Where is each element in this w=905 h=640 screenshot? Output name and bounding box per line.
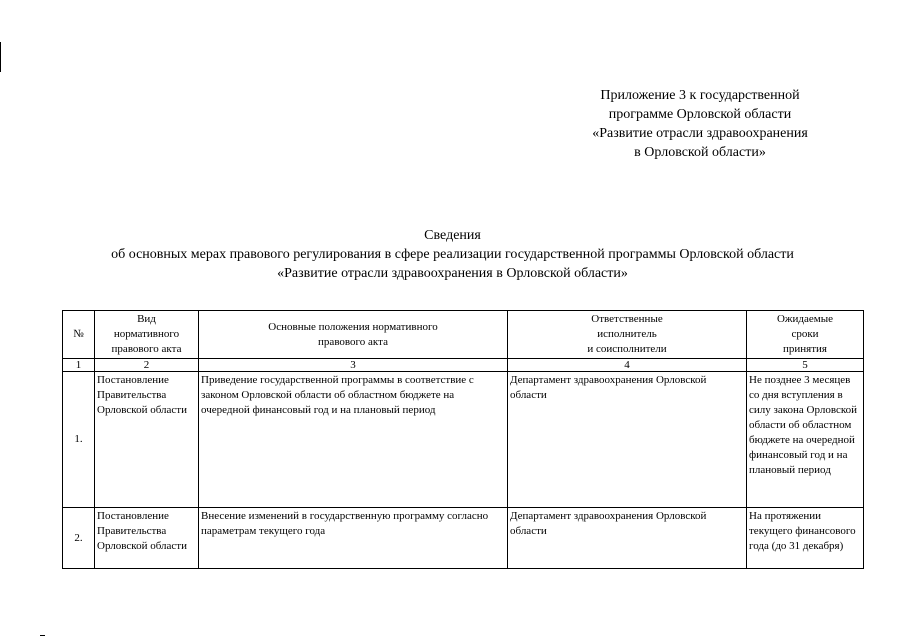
column-number: 2 — [95, 359, 199, 372]
row-act-type: Постановление Правительства Орловской области — [95, 508, 199, 569]
header-line: Вид — [137, 313, 156, 325]
header-line: и соисполнители — [587, 343, 667, 355]
document-subtitle-line-1: об основных мерах правового регулирования в сфере реализации государственной программы Орловской области — [111, 247, 794, 262]
column-number: 3 — [199, 359, 508, 372]
header-line: Основные положения нормативного — [268, 320, 438, 333]
appendix-line: в Орловской области» — [634, 145, 766, 160]
table-row — [63, 372, 864, 508]
document-heading — [0, 226, 905, 283]
header-line: принятия — [783, 343, 827, 355]
header-provisions — [199, 311, 508, 359]
row-number: 2. — [63, 508, 95, 569]
header-line: правового акта — [318, 335, 388, 348]
measures-table — [62, 310, 864, 569]
header-line: нормативного — [113, 328, 180, 340]
appendix-line: Приложение 3 к государственной — [600, 88, 800, 103]
row-provisions: Приведение государственной программы в соответствие с законом Орловской области об областном бюджете на очередной финансовый год и на плановый период — [199, 372, 508, 508]
header-act-type — [95, 311, 199, 359]
row-term: На протяжении текущего финансового года (до 31 декабря) — [747, 508, 864, 569]
column-number: 5 — [747, 359, 864, 372]
document-title: Сведения — [424, 228, 481, 243]
row-act-type: Постановление Правительства Орловской области — [95, 372, 199, 508]
scan-corner-mark — [40, 635, 45, 636]
header-responsible — [508, 311, 747, 359]
table-header-row — [63, 311, 864, 359]
header-line: Ответственные — [591, 313, 663, 325]
header-line: сроки — [791, 328, 819, 340]
header-num: № — [63, 311, 95, 359]
column-number-row — [63, 359, 864, 372]
column-number: 1 — [63, 359, 95, 372]
scan-edge-mark — [0, 42, 1, 72]
row-provisions: Внесение изменений в государственную программу согласно параметрам текущего года — [199, 508, 508, 569]
header-term — [747, 311, 864, 359]
table-row — [63, 508, 864, 569]
document-subtitle-line-2: «Развитие отрасли здравоохранения в Орловской области» — [277, 266, 628, 281]
row-number: 1. — [63, 372, 95, 508]
appendix-note — [560, 86, 840, 162]
header-line: исполнитель — [597, 328, 657, 340]
header-line: правового акта — [111, 343, 182, 355]
header-line: Ожидаемые — [776, 313, 834, 325]
column-number: 4 — [508, 359, 747, 372]
appendix-line: программе Орловской области — [608, 107, 792, 122]
row-term: Не позднее 3 месяцев со дня вступления в силу закона Орловской области об областном бюджете на очередной финансовый год и на плановый период — [747, 372, 864, 508]
row-responsible: Департамент здравоохранения Орловской области — [508, 508, 747, 569]
appendix-line: «Развитие отрасли здравоохранения — [592, 126, 808, 141]
row-responsible: Департамент здравоохранения Орловской области — [508, 372, 747, 508]
